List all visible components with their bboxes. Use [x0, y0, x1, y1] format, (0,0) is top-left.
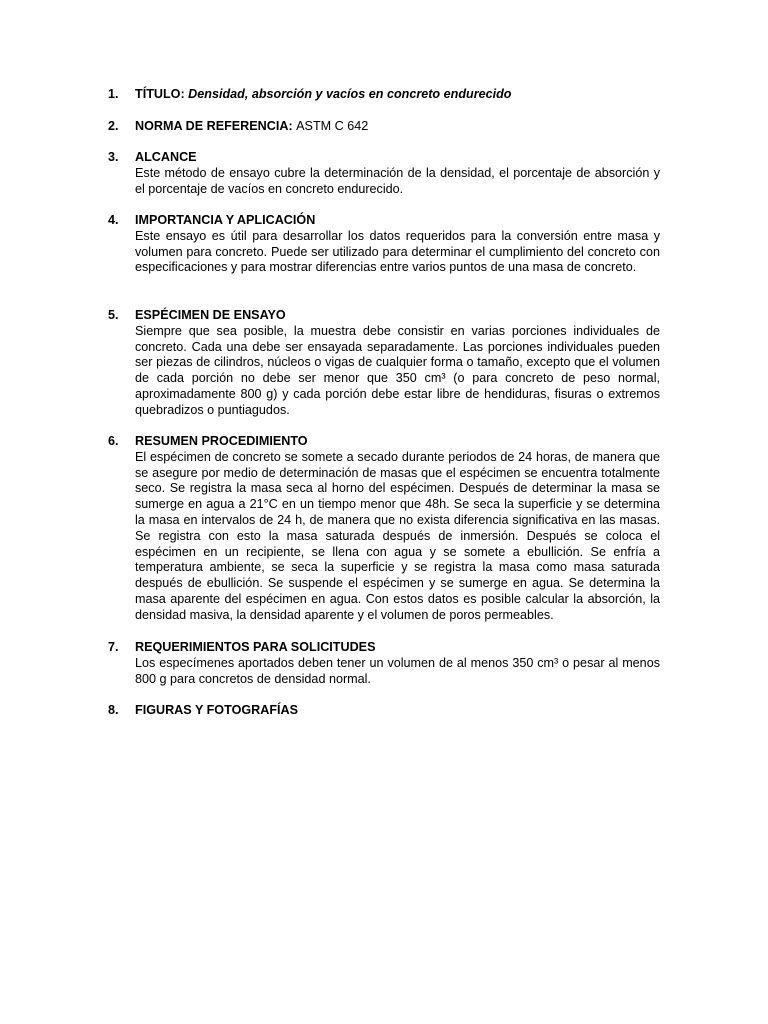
section-heading: FIGURAS Y FOTOGRAFÍAS [135, 703, 299, 717]
section-body: Siempre que sea posible, la muestra debe consistir en varias porciones individuales de concreto. Cada una debe ser ensayada separadamente. Las porciones individuales pueden ser piezas de cilindros, núcleos o vigas de cualquier forma o tamaño, excepto que el volumen de cada porción no debe ser menor que 350 cm³ (o para concreto de peso normal, aproximadamente 800 g) y cada porción debe estar libre de hendiduras, fisuras o extremos quebradizos o puntiagudos. [135, 323, 660, 417]
section-body: Los especímenes aportados deben tener un volumen de al menos 350 cm³ o pesar al menos 800 g para concretos de densidad normal. [135, 655, 660, 686]
section-figures [108, 703, 660, 719]
document-title: Densidad, absorción y vacíos en concreto endurecido [188, 87, 512, 101]
section-number: 3. [108, 150, 119, 164]
heading-label: TÍTULO: [135, 87, 185, 101]
section-scope [108, 150, 660, 197]
section-procedure-summary [108, 434, 660, 624]
section-importance [108, 213, 660, 276]
section-reference-standard [108, 119, 660, 135]
section-number: 5. [108, 308, 119, 322]
section-number: 7. [108, 640, 119, 654]
heading-label: NORMA DE REFERENCIA: [135, 119, 293, 133]
section-heading: IMPORTANCIA Y APLICACIÓN [135, 213, 316, 227]
section-number: 8. [108, 703, 119, 717]
standard-code: ASTM C 642 [296, 119, 369, 133]
section-number: 2. [108, 119, 119, 133]
section-heading: ALCANCE [135, 150, 197, 164]
section-specimen [108, 308, 660, 419]
section-number: 1. [108, 87, 119, 101]
section-number: 6. [108, 434, 119, 448]
section-heading: REQUERIMIENTOS PARA SOLICITUDES [135, 640, 376, 654]
section-heading: RESUMEN PROCEDIMIENTO [135, 434, 308, 448]
section-heading [135, 119, 660, 135]
section-title [108, 87, 660, 103]
section-heading [135, 87, 660, 103]
section-requirements [108, 640, 660, 687]
section-heading: ESPÉCIMEN DE ENSAYO [135, 308, 286, 322]
section-body: Este método de ensayo cubre la determinación de la densidad, el porcentaje de absorción y el porcentaje de vacíos en concreto endurecido. [135, 165, 660, 196]
section-body: El espécimen de concreto se somete a secado durante periodos de 24 horas, de manera que se asegure por medio de determinación de masas que el espécimen se encuentra totalmente seco. Se registra la masa seca al horno del espécimen. Después de determinar la masa se sumerge en agua a 21°C en un tiempo menor que 48h. Se seca la superficie y se determina la masa en intervalos de 24 h, de manera que no exista diferencia significativa en las masas. Se registra con esto la masa saturada después de inmersión. Después se coloca el espécimen en un recipiente, se llena con agua y se somete a ebullición. Se enfría a temperatura ambiente, se seca la superficie y se registra la masa como masa saturada después de ebullición. Se suspende el espécimen y se sumerge en agua. Se determina la masa aparente del espécimen en agua. Con estos datos es posible calcular la absorción, la densidad masiva, la densidad aparente y el volumen de poros permeables. [135, 449, 660, 622]
section-number: 4. [108, 213, 119, 227]
section-body: Este ensayo es útil para desarrollar los datos requeridos para la conversión entre masa y volumen para concreto. Puede ser utilizado para determinar el cumplimiento del concreto con especificaciones y para mostrar diferencias entre varios puntos de una masa de concreto. [135, 228, 660, 275]
